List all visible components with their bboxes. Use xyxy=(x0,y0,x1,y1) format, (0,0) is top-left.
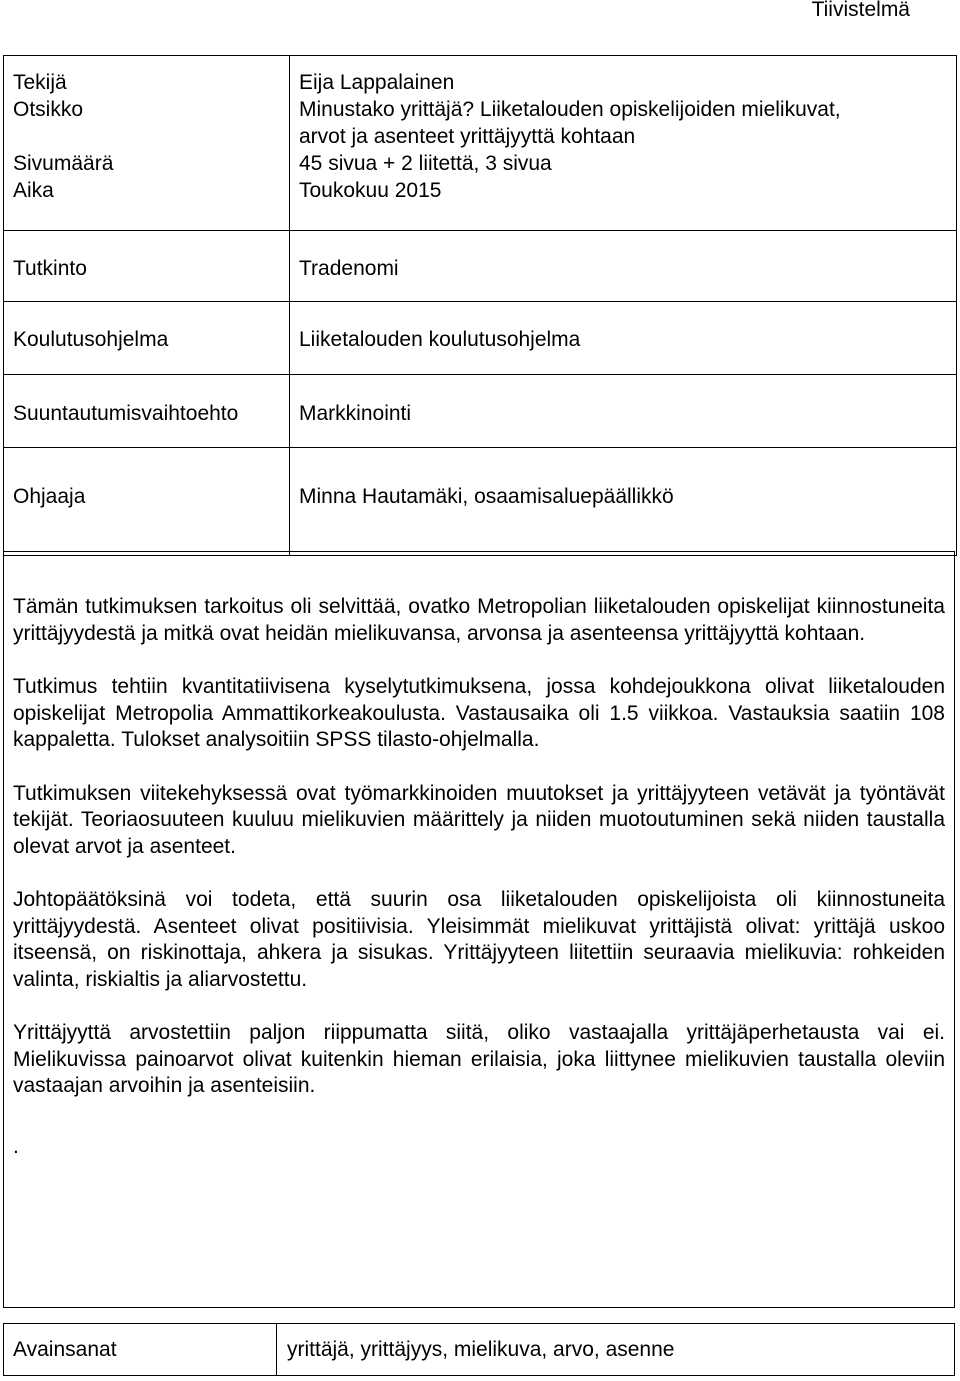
author-label: Tekijä xyxy=(13,71,67,94)
info-table xyxy=(3,55,957,556)
degree-label: Tutkinto xyxy=(13,257,87,280)
abstract-box xyxy=(3,551,955,1308)
pages-value: 45 sivua + 2 liitettä, 3 sivua xyxy=(299,152,552,175)
abstract-paragraph: Tutkimuksen viitekehyksessä ovat työmarkkinoiden muutokset ja yrittäjyyteen vetävät ja työntävät tekijät. Teoriaosuuteen kuuluu mielikuvien määrittely ja niiden muotoutuminen sekä niiden taustalla olevat arvot ja asenteet. xyxy=(13,781,945,858)
programme-value: Liiketalouden koulutusohjelma xyxy=(299,328,581,351)
author-value: Eija Lappalainen xyxy=(299,71,455,94)
info-values xyxy=(290,56,956,230)
keywords-row xyxy=(3,1323,955,1376)
supervisor-label: Ohjaaja xyxy=(13,485,86,508)
specialisation-label: Suuntautumisvaihtoehto xyxy=(13,402,239,425)
abstract-paragraph: Tutkimus tehtiin kvantitatiivisena kyselytutkimuksena, jossa kohdejoukkona olivat liiketalouden opiskelijat Metropolia Ammattikorkeakoulusta. Vastausaika oli 1.5 viikkoa. Vastauksia saatiin 108 kappaletta. Tulokset analysoitiin SPSS tilasto-ohjelmalla. xyxy=(13,675,945,751)
title-value-line2: arvot ja asenteet yrittäjyyttä kohtaan xyxy=(299,125,636,148)
title-label: Otsikko xyxy=(13,98,84,121)
keywords-label: Avainsanat xyxy=(4,1324,277,1375)
pages-label: Sivumäärä xyxy=(13,152,114,175)
title-value-line1: Minustako yrittäjä? Liiketalouden opiskelijoiden mielikuvat, xyxy=(299,98,841,121)
date-value: Toukokuu 2015 xyxy=(299,179,442,202)
specialisation-value: Markkinointi xyxy=(299,402,412,425)
keywords-value: yrittäjä, yrittäjyys, mielikuva, arvo, asenne xyxy=(287,1338,675,1361)
info-row-programme xyxy=(4,302,956,375)
degree-value: Tradenomi xyxy=(299,257,399,280)
info-row-supervisor xyxy=(4,448,956,556)
abstract-paragraph: Tämän tutkimuksen tarkoitus oli selvittää, ovatko Metropolian liiketalouden opiskelijat kiinnostuneita yrittäjyydestä ja mitkä ovat heidän mielikuvansa, arvonsa ja asenteensa yrittäjyyttä kohtaan. xyxy=(13,595,945,645)
supervisor-value: Minna Hautamäki, osaamisaluepäällikkö xyxy=(299,485,674,508)
info-row-degree xyxy=(4,231,956,302)
info-row-specialisation xyxy=(4,375,956,448)
document-type-heading: Tiivistelmä xyxy=(811,0,910,21)
date-label: Aika xyxy=(13,179,54,202)
programme-label: Koulutusohjelma xyxy=(13,328,169,351)
abstract-paragraph: Yrittäjyyttä arvostettiin paljon riippumatta siitä, oliko vastaajalla yrittäjäperhetausta vai ei. Mielikuvissa painoarvot olivat kuitenkin hieman erilaisia, joka liittynee mielikuvien taustalla oleviin vastaajan arvoihin ja asenteisiin. xyxy=(13,1021,945,1097)
abstract-trailing-dot: . xyxy=(13,1134,19,1158)
info-labels xyxy=(4,56,290,230)
info-row-basic xyxy=(4,56,956,231)
abstract-paragraph: Johtopäätöksinä voi todeta, että suurin osa liiketalouden opiskelijoista oli kiinnostuneita yrittäjyydestä. Asenteet olivat positiivisia. Yleisimmät mielikuvat yrittäjistä olivat: yrittäjä uskoo itseensä, on riskinottaja, ahkera ja sisukas. Yrittäjyyteen liitettiin seuraavia mielikuvia: rohkeiden valinta, riskialtis ja aliarvostettu. xyxy=(13,888,945,991)
